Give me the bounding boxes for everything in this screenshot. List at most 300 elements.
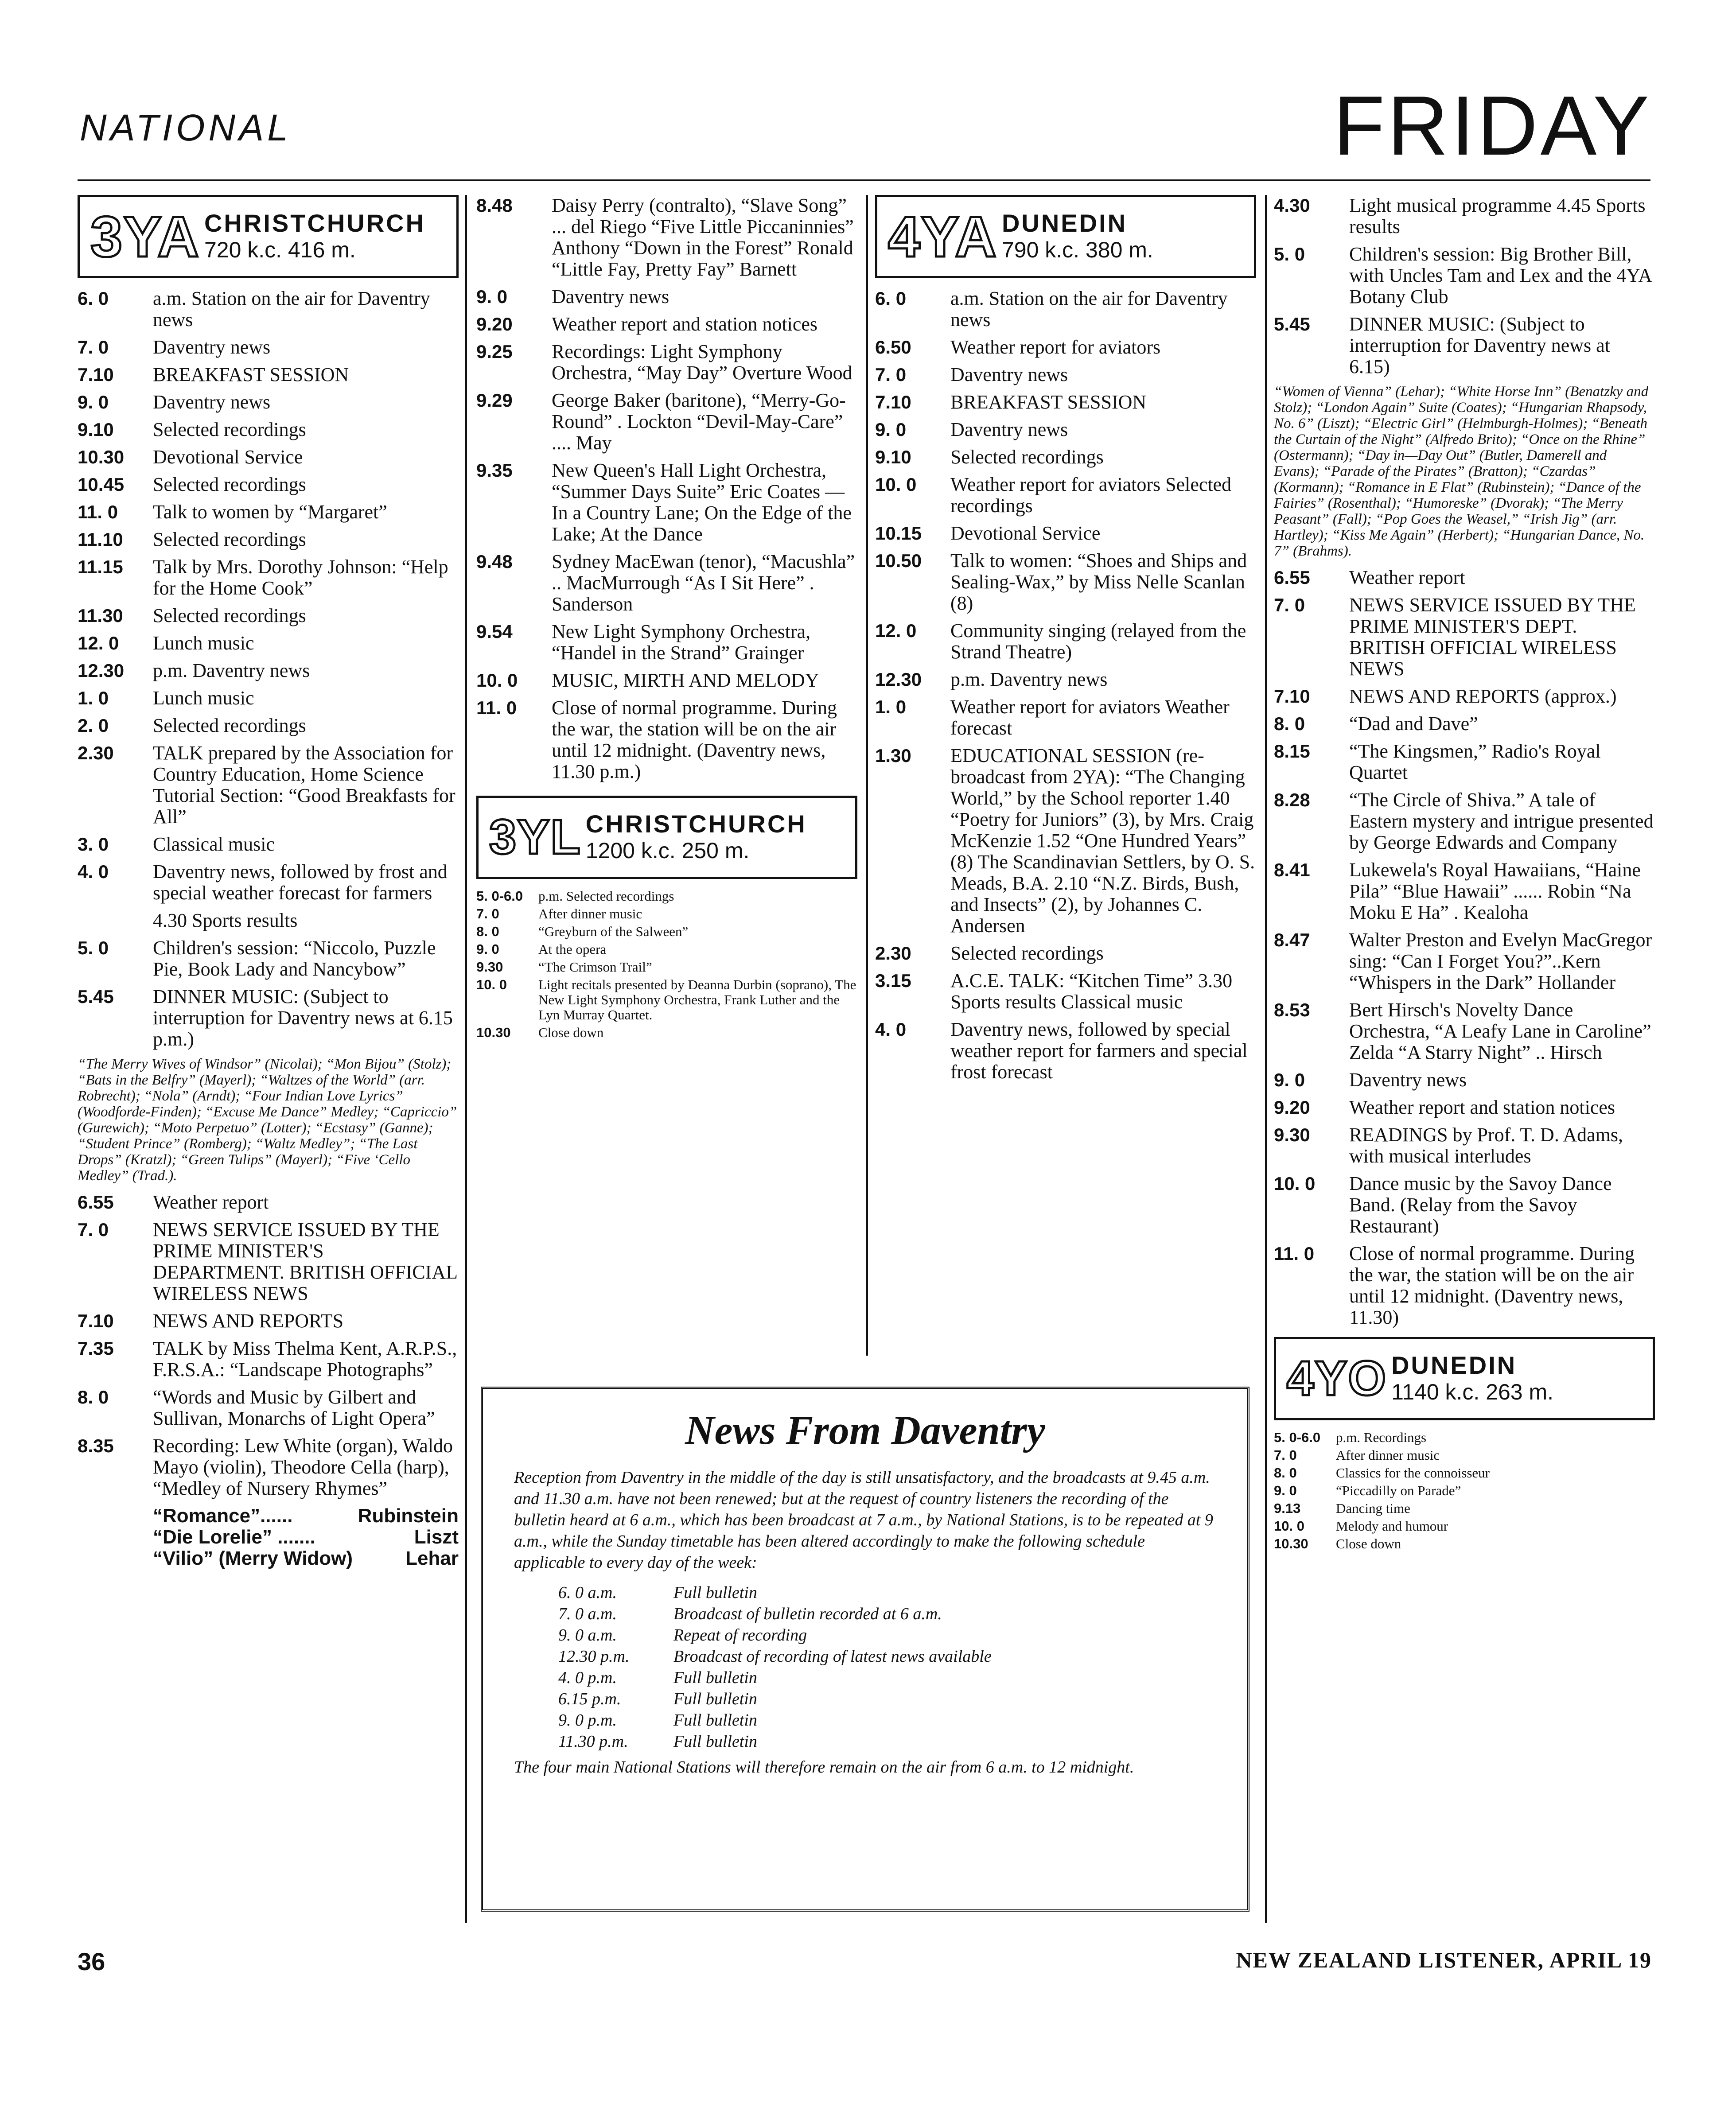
schedule-time: 6. 0 (875, 288, 907, 309)
schedule-time: 2.30 (875, 943, 911, 964)
schedule-time: 7.10 (78, 1310, 114, 1331)
news-box-title: News From Daventry (685, 1407, 1045, 1453)
schedule-time: 10. 0 (476, 670, 518, 691)
column-3ya (78, 195, 459, 1569)
schedule-item (78, 288, 459, 330)
schedule-time: 7. 0 (1274, 1447, 1297, 1463)
schedule-item (476, 195, 857, 280)
station-logo-4yo (1274, 1337, 1655, 1420)
schedule-item (78, 1435, 459, 1499)
station-city: DUNEDIN (1001, 209, 1128, 237)
station-frequency: 790 k.c. 380 m. (1001, 237, 1153, 262)
schedule-item (78, 715, 459, 736)
schedule-item (558, 1625, 1216, 1646)
schedule-description: Weather report (153, 1191, 269, 1213)
schedule-description: “Words and Music by Gilbert and Sullivan, Monarchs of Light Opera” (153, 1386, 435, 1429)
news-from-daventry-box (481, 1387, 1249, 1912)
schedule-description: New Queen's Hall Light Orchestra, “Summer Days Suite” Eric Coates — In a Country Lane; On the Edge of the Lake; At the Dance (552, 459, 852, 545)
column-3ya-continued (476, 195, 857, 1043)
schedule-time: 9. 0 (875, 419, 907, 440)
column-divider (465, 195, 467, 1923)
schedule-description: Children's session: Big Brother Bill, with Uncles Tam and Lex and the 4YA Botany Club (1349, 243, 1651, 307)
schedule-item (1274, 567, 1655, 588)
schedule-item (875, 1019, 1256, 1083)
schedule-description: Weather report for aviators (950, 336, 1161, 358)
recording-composer: Rubinstein (358, 1505, 459, 1527)
schedule-item (476, 1025, 857, 1040)
schedule-item (558, 1688, 1216, 1710)
station-logo-3ya (78, 195, 459, 278)
schedule-item (78, 501, 459, 523)
schedule-description: Selected recordings (950, 942, 1104, 964)
schedule-description: TALK by Miss Thelma Kent, A.R.P.S., F.R.S.A.: “Landscape Photographs” (153, 1337, 457, 1380)
schedule-time: 7.10 (78, 364, 114, 385)
schedule-item (78, 1219, 459, 1304)
schedule-time: 8.35 (78, 1435, 114, 1456)
schedule-item (1274, 713, 1655, 735)
schedule-time: 6. 0 a.m. (558, 1583, 617, 1602)
schedule-time: 8.53 (1274, 999, 1310, 1020)
schedule-time: 11.30 (78, 605, 123, 626)
schedule-item (78, 834, 459, 855)
schedule-list (1274, 195, 1655, 377)
schedule-time: 3. 0 (78, 834, 109, 855)
schedule-description: Recording: Lew White (organ), Waldo Mayo (violin), Theodore Cella (harp), “Medley of Nursery Rhymes” (153, 1435, 453, 1499)
schedule-item (1274, 859, 1655, 923)
station-city: DUNEDIN (1391, 1351, 1517, 1379)
schedule-description: “Piccadilly on Parade” (1336, 1483, 1461, 1498)
schedule-item (476, 286, 857, 307)
schedule-description: Lunch music (153, 687, 254, 709)
column-4ya (875, 195, 1256, 1089)
schedule-description: Weather report and station notices (552, 313, 818, 335)
schedule-item (558, 1603, 1216, 1625)
schedule-time: 8.28 (1274, 789, 1310, 810)
schedule-description: Weather report for aviators Weather forecast (950, 696, 1230, 739)
dinner-music-list: “Women of Vienna” (Lehar); “White Horse Inn” (Benatzky and Stolz); “London Again” Suite (Coates); “Hungarian Rhapsody, No. 6” (Liszt); “Electric Girl” (Helmburgh-Holmes); “Beneath the Curtain of the Night” (Alfredo Brito); “Once on the Rhine” (Ostermann); “Day in—Day Out” (Butler, Damerell and Evans); “Parade of the Pirates” (Bratton); “Czardas” (Kormann); “Romance in E Flat” (Rubinstein); “Dance of the Fairies” (Rosenthal); “Humoreske” (Dvorak); “The Merry Peasant” (Fall); “Pop Goes the Weasel,” “Irish Jig” (arr. Hartley); “Kiss Me Again” (Herbert); “Hungarian Dance, No. 7” (Brahms). (1274, 384, 1649, 559)
schedule-time (78, 910, 153, 931)
schedule-item (1274, 1501, 1655, 1516)
schedule-list (476, 195, 857, 782)
schedule-item (1274, 1243, 1655, 1328)
header-rule (78, 179, 1650, 181)
schedule-description: New Light Symphony Orchestra, “Handel in the Strand” Grainger (552, 621, 811, 664)
schedule-time: 9.20 (476, 314, 513, 334)
schedule-description: Selected recordings (950, 446, 1104, 468)
recording-item (153, 1548, 459, 1569)
schedule-description: After dinner music (1336, 1447, 1440, 1463)
schedule-item (78, 556, 459, 599)
schedule-item (78, 937, 459, 980)
schedule-description: p.m. Daventry news (153, 660, 310, 681)
schedule-description: NEWS SERVICE ISSUED BY THE PRIME MINISTER'S DEPARTMENT. BRITISH OFFICIAL WIRELESS NEWS (153, 1219, 457, 1304)
schedule-time: 6.55 (78, 1192, 114, 1213)
schedule-item (875, 970, 1256, 1013)
station-city: CHRISTCHURCH (204, 209, 426, 237)
schedule-description: “Greyburn of the Salween” (538, 924, 689, 939)
schedule-item (1274, 741, 1655, 783)
schedule-description: Lukewela's Royal Hawaiians, “Haine Pila” “Blue Hawaii” ...... Robin “Na Moku E Ha” . Kealoha (1349, 859, 1641, 923)
schedule-time: 8.15 (1274, 741, 1310, 762)
schedule-description: “The Crimson Trail” (538, 959, 652, 975)
schedule-item (1274, 1466, 1655, 1481)
schedule-description: NEWS SERVICE ISSUED BY THE PRIME MINISTER'S DEPT. BRITISH OFFICIAL WIRELESS NEWS (1349, 594, 1636, 680)
schedule-item (558, 1646, 1216, 1667)
schedule-time: 8. 0 (476, 924, 499, 939)
schedule-time: 7. 0 (875, 364, 907, 385)
schedule-list (875, 288, 1256, 1083)
schedule-time: 9. 0 (78, 392, 109, 412)
schedule-item (1274, 1448, 1655, 1463)
schedule-item (476, 924, 857, 939)
schedule-description: DINNER MUSIC: (Subject to interruption for Daventry news at 6.15) (1349, 313, 1610, 377)
schedule-time: 7. 0 (78, 1219, 109, 1240)
schedule-description: NEWS AND REPORTS (153, 1310, 344, 1332)
call-sign: 3YA (90, 204, 200, 269)
schedule-item (78, 633, 459, 654)
schedule-time: 10. 0 (1274, 1173, 1316, 1194)
schedule-description: Sydney MacEwan (tenor), “Macushla” .. MacMurrough “As I Sit Here” . Sanderson (552, 551, 855, 615)
schedule-time: 7. 0 (476, 906, 499, 921)
schedule-description: Selected recordings (153, 419, 306, 440)
schedule-time: 5. 0 (1274, 244, 1305, 264)
schedule-item (78, 605, 459, 626)
schedule-description: Classics for the connoisseur (1336, 1465, 1490, 1481)
schedule-description: Walter Preston and Evelyn MacGregor sing: “Can I Forget You?”..Kern “Whispers in the Dark” Hollander (1349, 929, 1652, 993)
schedule-item (558, 1731, 1216, 1752)
schedule-item (476, 390, 857, 454)
schedule-time: 9. 0 (1274, 1069, 1305, 1090)
schedule-item (78, 337, 459, 358)
schedule-description: Melody and humour (1336, 1518, 1448, 1534)
schedule-description: Daventry news, followed by frost and special weather forecast for farmers (153, 861, 448, 904)
schedule-time: 7. 0 (78, 337, 109, 358)
schedule-time: 12.30 (78, 660, 125, 681)
schedule-description: Lunch music (153, 632, 254, 654)
schedule-item (875, 745, 1256, 937)
schedule-item (1274, 595, 1655, 680)
schedule-time: 9.35 (476, 460, 513, 481)
call-sign: 3YL (489, 810, 581, 864)
schedule-time: 9.48 (476, 551, 513, 572)
schedule-time: 7.10 (1274, 686, 1310, 707)
schedule-time: 12. 0 (78, 633, 119, 653)
schedule-time: 10.45 (78, 474, 125, 495)
schedule-description: Selected recordings (153, 605, 306, 626)
schedule-time: 5.45 (1274, 314, 1310, 334)
schedule-description: Daventry news (950, 419, 1068, 440)
schedule-description: NEWS AND REPORTS (approx.) (1349, 685, 1617, 707)
station-logo-3yl (476, 796, 857, 879)
schedule-description: Classical music (153, 833, 275, 855)
station-frequency: 1140 k.c. 263 m. (1391, 1380, 1554, 1404)
schedule-description: Selected recordings (153, 474, 306, 495)
schedule-time: 7.10 (875, 392, 911, 412)
schedule-time: 9. 0 p.m. (558, 1711, 617, 1730)
schedule-item (78, 364, 459, 385)
schedule-description: Daventry news (950, 364, 1068, 385)
schedule-time: 9. 0 (476, 941, 499, 957)
schedule-description: Community singing (relayed from the Strand Theatre) (950, 620, 1246, 663)
schedule-time: 10.30 (476, 1025, 511, 1040)
schedule-item (1274, 686, 1655, 707)
schedule-time: 5. 0 (78, 937, 109, 958)
schedule-time: 6.15 p.m. (558, 1690, 621, 1708)
recording-item (153, 1527, 459, 1548)
schedule-description: After dinner music (538, 906, 642, 921)
recording-title: “Vilio” (Merry Widow) (153, 1547, 353, 1569)
section-title: NATIONAL (80, 107, 292, 148)
call-sign: 4YO (1287, 1351, 1387, 1406)
schedule-item (1274, 1097, 1655, 1118)
schedule-item (1274, 1173, 1655, 1237)
bulletin-schedule (558, 1582, 1216, 1752)
schedule-item (1274, 1519, 1655, 1534)
schedule-description: DINNER MUSIC: (Subject to interruption for Daventry news at 6.15 p.m.) (153, 986, 453, 1050)
schedule-item (875, 288, 1256, 330)
schedule-item (476, 314, 857, 335)
schedule-time: 3.15 (875, 970, 911, 991)
schedule-list (78, 1192, 459, 1499)
schedule-time: 9. 0 a.m. (558, 1626, 617, 1644)
schedule-time: 10.15 (875, 523, 922, 544)
schedule-item (875, 620, 1256, 663)
schedule-item (875, 474, 1256, 517)
schedule-item (476, 960, 857, 975)
schedule-time: 9. 0 (476, 286, 508, 307)
schedule-item (78, 392, 459, 413)
schedule-description: Close of normal programme. During the war, the station will be on the air until 12 midnight. (Daventry news, 11.30) (1349, 1243, 1635, 1328)
schedule-time: 11. 0 (1274, 1243, 1315, 1264)
schedule-description: Dancing time (1336, 1501, 1410, 1516)
column-divider (1265, 195, 1267, 1923)
schedule-item (78, 688, 459, 709)
schedule-item (875, 669, 1256, 690)
schedule-item (476, 621, 857, 664)
dinner-music-list: “The Merry Wives of Windsor” (Nicolai); “Mon Bijou” (Stolz); “Bats in the Belfry” (Mayerl); “Waltzes of the World” (arr. Robrecht); “Nola” (Arndt); “Four Indian Love Lyrics” (Woodforde-Finden); “Excuse Me Dance” Medley; “Capriccio” (Gurewich); “Moto Perpetuo” (Lotter); “Ecstasy” (Ganne); “Student Prince” (Romberg); “Waltz Medley”; “The Last Drops” (Kratzl); “Green Tulips” (Mayerl); “Five ‘Cello Medley” (Trad.). (78, 1056, 457, 1184)
schedule-time: 12. 0 (875, 620, 917, 641)
station-city: CHRISTCHURCH (585, 810, 807, 838)
schedule-time: 5. 0-6.0 (476, 888, 523, 904)
schedule-item (78, 529, 459, 550)
schedule-time: 1.30 (875, 745, 911, 766)
schedule-item (78, 419, 459, 440)
schedule-list (1274, 1430, 1655, 1551)
schedule-description: a.m. Station on the air for Daventry news (153, 288, 430, 330)
schedule-description: Talk by Mrs. Dorothy Johnson: “Help for the Home Cook” (153, 556, 448, 599)
schedule-time: 8.48 (476, 195, 513, 216)
schedule-time: 9.25 (476, 341, 513, 362)
schedule-item (476, 551, 857, 615)
schedule-item (476, 977, 857, 1022)
schedule-time: 9.13 (1274, 1501, 1301, 1516)
schedule-description: Broadcast of recording of latest news available (673, 1647, 992, 1666)
schedule-item (1274, 314, 1655, 377)
schedule-item (875, 392, 1256, 413)
schedule-time: 2.30 (78, 743, 114, 763)
recording-title: “Romance”...... (153, 1505, 293, 1527)
schedule-time: 10. 0 (875, 474, 917, 495)
schedule-description: “Dad and Dave” (1349, 713, 1478, 735)
schedule-item (875, 447, 1256, 468)
schedule-description: At the opera (538, 941, 607, 957)
schedule-time: 9.20 (1274, 1097, 1310, 1118)
schedule-description: Weather report and station notices (1349, 1096, 1615, 1118)
schedule-item (1274, 1124, 1655, 1167)
schedule-item (1274, 195, 1655, 237)
schedule-description: TALK prepared by the Association for Country Education, Home Science Tutorial Section: “Good Breakfasts for All” (153, 742, 455, 828)
schedule-description: Light musical programme 4.45 Sports results (1349, 194, 1646, 237)
schedule-description: Full bulletin (673, 1583, 757, 1602)
call-sign: 4YA (888, 204, 997, 269)
schedule-item (1274, 929, 1655, 993)
schedule-item (476, 697, 857, 782)
schedule-time: 6.55 (1274, 567, 1310, 588)
schedule-description: Talk to women: “Shoes and Ships and Sealing-Wax,” by Miss Nelle Scanlan (8) (950, 550, 1247, 614)
schedule-time: 9. 0 (1274, 1483, 1297, 1498)
schedule-item (1274, 789, 1655, 853)
schedule-item (875, 943, 1256, 964)
schedule-item (78, 660, 459, 681)
schedule-description: Daventry news (1349, 1069, 1467, 1091)
schedule-item (558, 1667, 1216, 1688)
schedule-time: 9.29 (476, 390, 513, 411)
schedule-description: Dance music by the Savoy Dance Band. (Relay from the Savoy Restaurant) (1349, 1173, 1612, 1237)
schedule-time: 8. 0 (78, 1387, 109, 1407)
schedule-description: Close of normal programme. During the war, the station will be on the air until 12 midnight. (Daventry news, 11.30 p.m.) (552, 697, 837, 782)
schedule-item (875, 364, 1256, 385)
schedule-time: 8. 0 (1274, 1465, 1297, 1481)
schedule-item (78, 743, 459, 828)
schedule-description: Recordings: Light Symphony Orchestra, “May Day” Overture Wood (552, 341, 852, 384)
schedule-time: 10. 0 (1274, 1518, 1304, 1534)
schedule-description: “The Kingsmen,” Radio's Royal Quartet (1349, 740, 1601, 783)
schedule-list (476, 889, 857, 1040)
schedule-item (875, 523, 1256, 544)
schedule-time: 4. 0 (78, 861, 109, 882)
schedule-time: 2. 0 (78, 715, 109, 736)
recording-composer: Liszt (414, 1526, 459, 1548)
schedule-description: Selected recordings (153, 529, 306, 550)
schedule-time: 11.15 (78, 556, 123, 577)
schedule-description: 4.30 Sports results (153, 910, 298, 931)
schedule-item (476, 906, 857, 921)
schedule-item (78, 474, 459, 495)
schedule-description: George Baker (baritone), “Merry-Go-Round” . Lockton “Devil-May-Care” .... May (552, 389, 846, 454)
recording-list (78, 1505, 459, 1569)
schedule-description: Full bulletin (673, 1690, 757, 1708)
schedule-description: EDUCATIONAL SESSION (re-broadcast from 2YA): “The Changing World,” by the School reporter 1.40 “Poetry for Juniors” (3), by Mrs. Craig McKenzie 1.52 “One Hundred Years” (8) The Scandinavian Settlers, by O. S. Meads, B.A. 2.10 “N.Z. Birds, Bush, and Insects” (2), by Johannes C. Andersen (950, 745, 1255, 937)
station-logo-4ya (875, 195, 1256, 278)
schedule-item (1274, 1483, 1655, 1498)
schedule-description: READINGS by Prof. T. D. Adams, with musical interludes (1349, 1124, 1623, 1167)
schedule-description: a.m. Station on the air for Daventry news (950, 288, 1228, 330)
schedule-time: 1. 0 (78, 688, 109, 708)
schedule-time: 11.10 (78, 529, 123, 550)
schedule-item (476, 889, 857, 904)
publication-footer: NEW ZEALAND LISTENER, APRIL 19 (1236, 1948, 1652, 1972)
schedule-description: “The Circle of Shiva.” A tale of Eastern mystery and intrigue presented by George Edwards and Company (1349, 789, 1654, 853)
schedule-time: 7.35 (78, 1338, 114, 1359)
schedule-description: Daventry news (552, 286, 669, 307)
schedule-time: 6. 0 (78, 288, 109, 309)
schedule-item (1274, 1069, 1655, 1091)
schedule-item (558, 1710, 1216, 1731)
schedule-description: p.m. Selected recordings (538, 888, 674, 904)
recording-composer: Lehar (405, 1547, 459, 1569)
schedule-time: 5. 0-6.0 (1274, 1430, 1321, 1445)
schedule-description: Full bulletin (673, 1668, 757, 1687)
schedule-description: p.m. Daventry news (950, 669, 1108, 690)
schedule-time: 7. 0 (1274, 595, 1305, 615)
news-box-intro: Reception from Daventry in the middle of the day is still unsatisfactory, and the broadcasts at 9.45 a.m. and 11.30 a.m. have not been renewed; but at the request of country listeners the recording of the bulletin heard at 6 a.m., which has been broadcast at 7 a.m., by National Stations, is to be repeated at 9 a.m., while the Sunday timetable has been altered accordingly to make the following schedule applicable to every day of the week: (514, 1468, 1213, 1572)
schedule-item (78, 447, 459, 468)
schedule-item (78, 1310, 459, 1332)
schedule-description: A.C.E. TALK: “Kitchen Time” 3.30 Sports results Classical music (950, 970, 1233, 1013)
schedule-item (1274, 1536, 1655, 1551)
schedule-item (476, 670, 857, 691)
schedule-description: Light recitals presented by Deanna Durbin (soprano), The New Light Symphony Orchestra, Frank Luther and the Lyn Murray Quartet. (538, 977, 856, 1022)
page-number: 36 (78, 1948, 105, 1975)
schedule-item (558, 1582, 1216, 1603)
schedule-item (78, 1387, 459, 1429)
schedule-time: 9.30 (476, 959, 503, 975)
schedule-description: Full bulletin (673, 1711, 757, 1730)
schedule-description: Bert Hirsch's Novelty Dance Orchestra, “A Leafy Lane in Caroline” Zelda “A Starry Night” .. Hirsch (1349, 999, 1651, 1063)
column-4ya-continued (1274, 195, 1655, 1554)
schedule-time: 8.41 (1274, 859, 1310, 880)
schedule-time: 9.54 (476, 621, 513, 642)
schedule-item (476, 942, 857, 957)
schedule-item (78, 861, 459, 904)
news-box-closing: The four main National Stations will therefore remain on the air from 6 a.m. to 12 midnight. (514, 1758, 1134, 1777)
schedule-item (875, 337, 1256, 358)
schedule-time: 9.10 (78, 419, 114, 440)
schedule-item (78, 910, 459, 931)
schedule-item (476, 460, 857, 545)
schedule-description: BREAKFAST SESSION (153, 364, 349, 385)
schedule-description: Daventry news (153, 336, 271, 358)
schedule-time: 8.47 (1274, 929, 1310, 950)
schedule-time: 12.30 p.m. (558, 1647, 630, 1666)
schedule-time: 9.10 (875, 447, 911, 467)
schedule-item (78, 1338, 459, 1380)
recording-title: “Die Lorelie” ....... (153, 1526, 315, 1548)
schedule-item (78, 1192, 459, 1213)
schedule-description: p.m. Recordings (1336, 1430, 1427, 1445)
schedule-time: 4. 0 p.m. (558, 1668, 617, 1687)
schedule-description: Close down (1336, 1536, 1401, 1551)
schedule-description: Weather report (1349, 567, 1465, 588)
schedule-list (1274, 567, 1655, 1328)
schedule-item (875, 419, 1256, 440)
schedule-item (78, 986, 459, 1050)
schedule-description: Repeat of recording (673, 1626, 807, 1644)
schedule-item (875, 696, 1256, 739)
schedule-item (476, 341, 857, 384)
schedule-time: 11. 0 (476, 697, 517, 718)
schedule-description: Devotional Service (153, 446, 303, 468)
schedule-item (1274, 244, 1655, 307)
schedule-time: 12.30 (875, 669, 922, 690)
schedule-description: Broadcast of bulletin recorded at 6 a.m. (673, 1605, 942, 1623)
schedule-time: 10.30 (1274, 1536, 1308, 1551)
schedule-description: Close down (538, 1025, 604, 1040)
station-frequency: 1200 k.c. 250 m. (585, 838, 750, 863)
schedule-time: 10.50 (875, 550, 922, 571)
schedule-time: 5.45 (78, 986, 114, 1007)
schedule-time: 8. 0 (1274, 713, 1305, 734)
